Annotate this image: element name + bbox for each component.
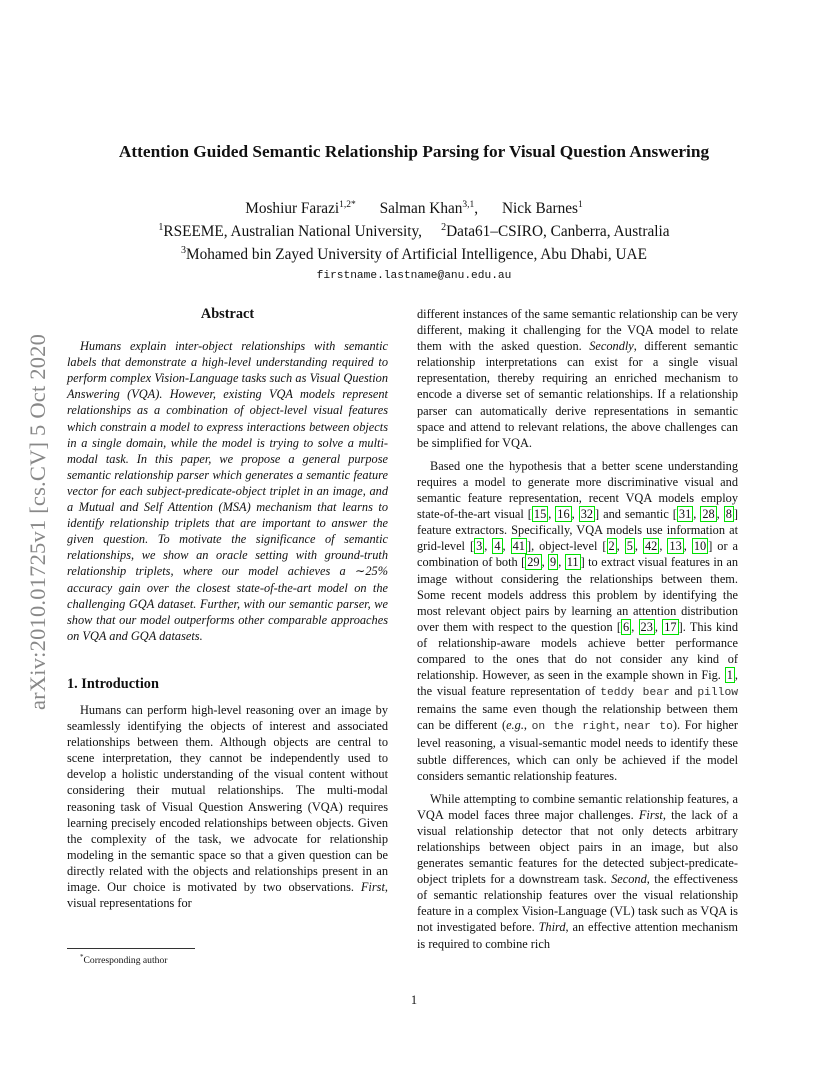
right-column [417, 306, 738, 952]
citation-link[interactable]: 8 [725, 507, 732, 522]
citation-link[interactable]: 9 [550, 555, 557, 570]
abstract-heading: Abstract [200, 306, 255, 322]
citation-link[interactable]: 2 [608, 539, 615, 554]
citation-link[interactable]: 32 [580, 507, 594, 522]
author-names [60, 196, 768, 218]
citation-link[interactable]: 23 [640, 619, 653, 634]
right-paragraph-2: Based one the hypothesis that a better scene understanding requires a model to generate more discriminative visual and semantic feature representation, recent VQA models employ state-of-the-art visual [ 15 , 16 , 32 ] and semantic [ 31 , 28 , 8 ] feature extractors. Specifically, VQA models use information at grid-level [ 3 , 4 , 41 ], object-level [ 2 , 5 , 42 , 13 , 10 ] or a combination of both [ 29 , 9 , 11 ] to extract visual features in an image without considering the relationships between them. Some recent models address this problem by identifying the most relevant object pairs by learning an attention distribution over them with respect to the question [ 6 , 23 , 17 ]. This kind of relationship-aware models achieve better performance compared to the ones that do not consider any kind of relationship. However, as seen in the example shown in Fig. 1 , the visual feature representation of teddy bear and pillow remains the same even though the relationship between them can be different (e.g., on the right, near to). For higher level reasoning, a visual-semantic model needs to identify these subtle differences, which can only be achieved if the model considers semantic relationship features. [417, 458, 739, 783]
citation-link[interactable]: 31 [678, 507, 692, 522]
citation-link[interactable]: 10 [693, 539, 707, 554]
affiliation-line-2: $^3$Mohamed bin Zayed University of Artificial Intelligence, Abu Dhabi, UAE [181, 245, 647, 264]
arxiv-identifier [20, 292, 56, 752]
citation-link[interactable]: 15 [533, 507, 547, 522]
citation-link[interactable]: 41 [512, 539, 525, 554]
introduction-heading: 1. Introduction [67, 675, 159, 692]
citation-link[interactable]: 11 [566, 555, 579, 570]
citation-link[interactable]: 28 [702, 507, 715, 522]
citation-link[interactable]: 4 [494, 539, 501, 554]
page-number: 1 [410, 993, 418, 1007]
affiliation-line-1: $^1$RSEEME, Australian National University, $^2$Data61–CSIRO, Canberra, Australia [158, 222, 670, 241]
arxiv-id-text: arXiv:2010.01725v1 [cs.CV] 5 Oct 2020 [25, 333, 51, 711]
right-paragraph-3: While attempting to combine semantic relationship features, a VQA model faces three major challenges. First, the lack of a visual relationship detector that not only detects arbitrary relationships between object pairs in an image, but also generates semantic features for the detected subject-predicate-object triplets for a downstream task. Second, the effectiveness of semantic relationship features over the visual relationship feature in a complex Vision-Language (VL) task such as VQA is not investigated before. Third, an effective attention mechanism is required to combine rich [417, 791, 738, 951]
right-paragraph-1: different instances of the same semantic relationship can be very different, making it challenging for the VQA model to relate them with the asked question. Secondly, different semantic relationship interpretations can exist for a single visual representation, thereby requiring an enriched mechanism to encode a diverse set of semantic relationships. If a relationship parser can automatically derive representations in semantic space and attend to relevant relations, the above challenges can be simplified for VQA. [417, 307, 739, 450]
figure-link[interactable]: 1 [726, 668, 733, 683]
footnote: *Corresponding author [80, 953, 168, 967]
citation-link[interactable]: 17 [664, 619, 677, 634]
paper-title: Attention Guided Semantic Relationship Parsing for Visual Question Answering [118, 142, 710, 161]
author-block [60, 196, 768, 286]
citation-link[interactable]: 13 [669, 539, 682, 554]
citation-link[interactable]: 3 [476, 539, 483, 554]
author-3: Nick Barnes$^1$ [501, 200, 583, 218]
author-1: Moshiur Farazi$^{1,2*}$ [245, 200, 356, 218]
left-column [67, 306, 388, 911]
author-2: Salman Khan$^{3,1}$, [379, 200, 479, 218]
citation-link[interactable]: 5 [626, 539, 633, 554]
citation-link[interactable]: 16 [557, 507, 570, 522]
citation-link[interactable]: 29 [527, 555, 540, 570]
citation-link[interactable]: 42 [645, 539, 658, 554]
abstract-text: Humans explain inter-object relationships with semantic labels that demonstrate a high-level understanding required to perform complex Vision-Language tasks such as Visual Question Answering (VQA). However, existing VQA models represent relationships as a combination of object-level visual features which constrain a model to express interactions between objects in a single domain, while the model is trying to solve a multi-modal task. In this paper, we propose a general purpose semantic relationship parser which generates a semantic feature vector for each subject-predicate-object triplet in an image, and a Mutual and Self Attention (MSA) mechanism that learns to identify relationship triplets that are important to answer the given question. To motivate the significance of semantic relationships, we show an oracle setting with ground-truth relationship triplets, where our model achieves a ∼25% accuracy gain over the closest state-of-the-art model on the challenging GQA dataset. Further, with our semantic parser, we show that our model outperforms other comparable approaches on VQA and GQA datasets. [67, 339, 388, 643]
footnote-divider [67, 948, 195, 949]
author-email: firstname.lastname@anu.edu.au [316, 270, 512, 283]
intro-paragraph-1: Humans can perform high-level reasoning over an image by seamlessly identifying the objects of interest and associated relationships between them. Although objects are central to scene interpretation, they cannot be independently used to develop a holistic understanding of the visual content without considering their mutual relationships. The multi-modal reasoning task of Visual Question Answering (VQA) requires learning precisely encoded relationships between objects. Given the complexity of the task, we advocate for relationship modeling in the semantic space so that a given question can be directly related with the objects and relationships present in an image. Our choice is motivated by two observations. First, visual representations for [67, 702, 388, 911]
citation-link[interactable]: 6 [623, 619, 630, 634]
